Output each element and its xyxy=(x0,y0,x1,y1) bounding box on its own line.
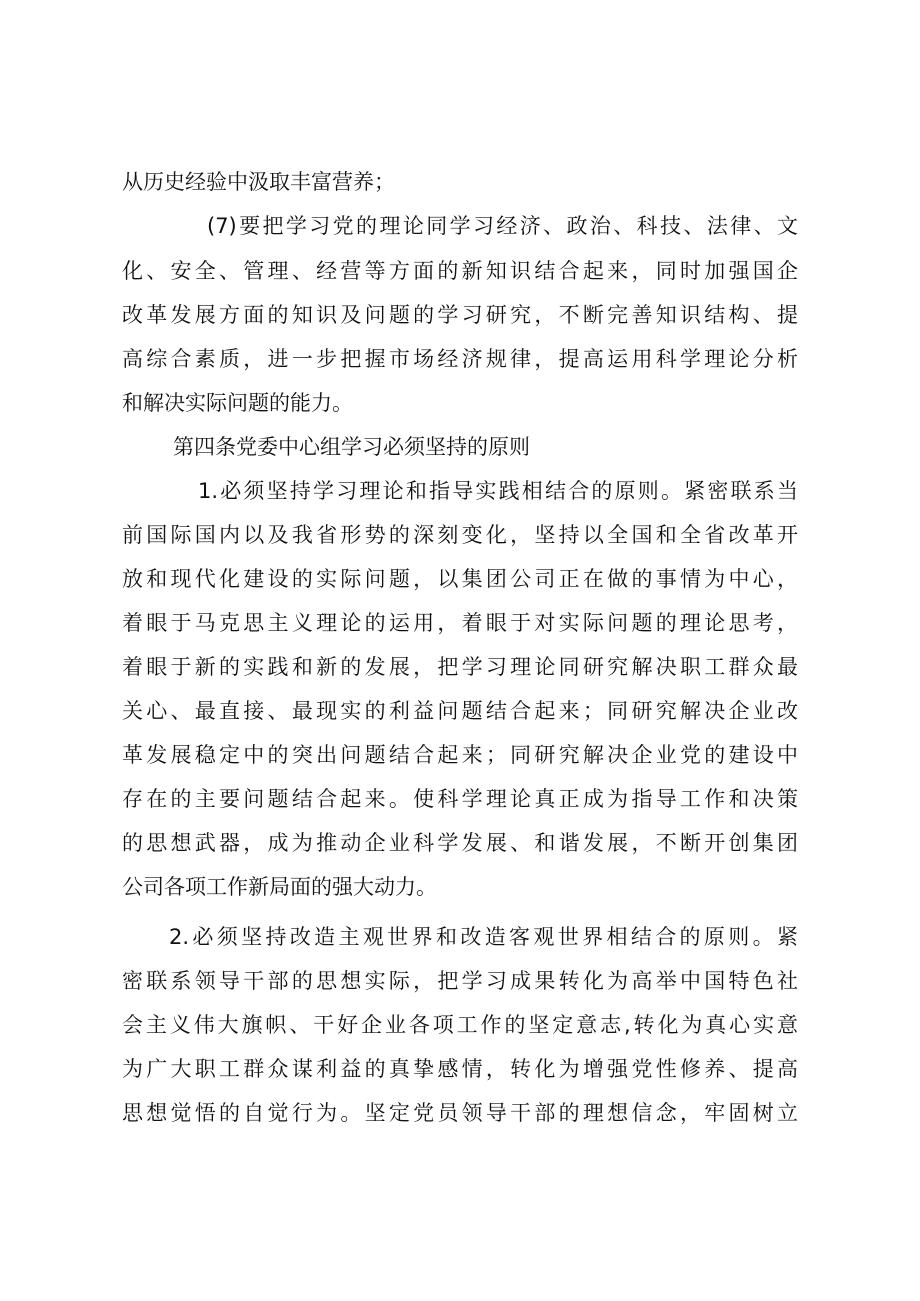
text-line: 着眼于马克思主义理论的运用，着眼于对实际问题的理论思考， xyxy=(122,611,798,635)
text-line: 化、安全、管理、经营等方面的新知识结合起来，同时加强国企 xyxy=(122,259,798,283)
text-line: 放和现代化建设的实际问题，以集团公司正在做的事情为中心， xyxy=(122,567,798,591)
text-line: 从历史经验中汲取丰富营养； xyxy=(122,170,395,194)
paragraph-item-1-start: 1.必须坚持学习理论和指导实践相结合的原则。紧密联系当 xyxy=(198,479,798,503)
section-heading: 第四条党委中心组学习必须坚持的原则 xyxy=(173,435,530,459)
text-line: 改革发展方面的知识及问题的学习研究，不断完善知识结构、提 xyxy=(122,303,798,327)
text-line: 着眼于新的实践和新的发展，把学习理论同研究解决职工群众最 xyxy=(122,655,798,679)
text-line: 存在的主要问题结合起来。使科学理论真正成为指导工作和决策 xyxy=(122,787,798,811)
paragraph-item-2-start: 2.必须坚持改造主观世界和改造客观世界相结合的原则。紧 xyxy=(169,925,798,949)
text-line: 前国际国内以及我省形势的深刻变化，坚持以全国和全省改革开 xyxy=(122,523,798,547)
text-line: 思想觉悟的自觉行为。坚定党员领导干部的理想信念，牢固树立 xyxy=(122,1101,798,1125)
text-line: 密联系领导干部的思想实际，把学习成果转化为高举中国特色社 xyxy=(122,969,798,993)
text-line: 的思想武器，成为推动企业科学发展、和谐发展，不断开创集团 xyxy=(122,831,798,855)
text-line: 公司各项工作新局面的强大动力。 xyxy=(122,875,437,899)
text-line: 会主义伟大旗帜、干好企业各项工作的坚定意志,转化为真心实意 xyxy=(122,1013,798,1037)
paragraph-item-7-start: (7)要把学习党的理论同学习经济、政治、科技、法律、文 xyxy=(207,214,798,238)
text-line: 和解决实际问题的能力。 xyxy=(122,391,353,415)
text-line: 关心、最直接、最现实的利益问题结合起来；同研究解决企业改 xyxy=(122,699,798,723)
text-line: 革发展稳定中的突出问题结合起来；同研究解决企业党的建设中 xyxy=(122,743,798,767)
text-line: 高综合素质，进一步把握市场经济规律，提高运用科学理论分析 xyxy=(122,347,798,371)
text-line: 为广大职工群众谋利益的真挚感情，转化为增强党性修养、提高 xyxy=(122,1057,798,1081)
